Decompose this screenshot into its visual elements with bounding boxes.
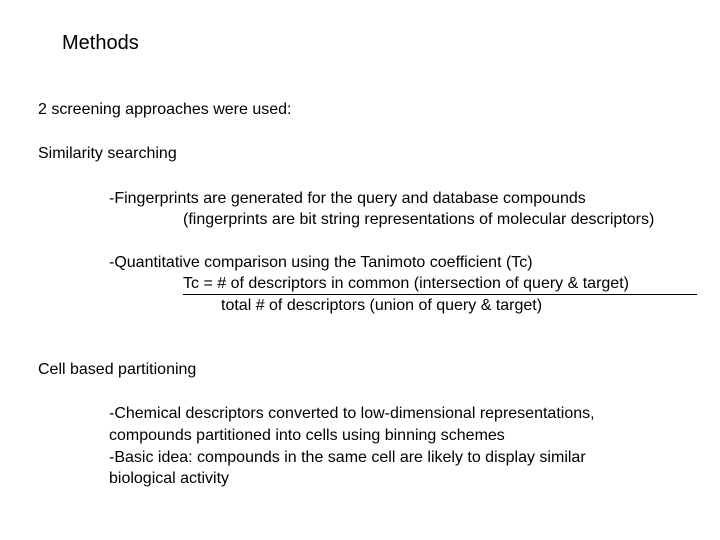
fraction-bar <box>183 294 697 295</box>
cell-line-2: compounds partitioned into cells using binning schemes <box>109 427 505 444</box>
tanimoto-numerator: Tc = # of descriptors in common (intersection of query & target) <box>183 275 629 292</box>
cell-heading: Cell based partitioning <box>38 361 197 378</box>
cell-line-4: biological activity <box>109 470 230 487</box>
tanimoto-line: -Quantitative comparison using the Tanimoto coefficient (Tc) <box>109 254 533 271</box>
fingerprint-line-1: -Fingerprints are generated for the query and database compounds <box>109 190 586 207</box>
cell-line-3: -Basic idea: compounds in the same cell are likely to display similar <box>109 449 586 466</box>
cell-line-1: -Chemical descriptors converted to low-dimensional representations, <box>109 405 595 422</box>
fingerprint-line-2: (fingerprints are bit string representations of molecular descriptors) <box>183 211 655 228</box>
slide-title: Methods <box>62 32 139 54</box>
intro-text: 2 screening approaches were used: <box>38 101 292 118</box>
similarity-heading: Similarity searching <box>38 145 177 162</box>
tanimoto-denominator: total # of descriptors (union of query & target) <box>221 297 543 314</box>
